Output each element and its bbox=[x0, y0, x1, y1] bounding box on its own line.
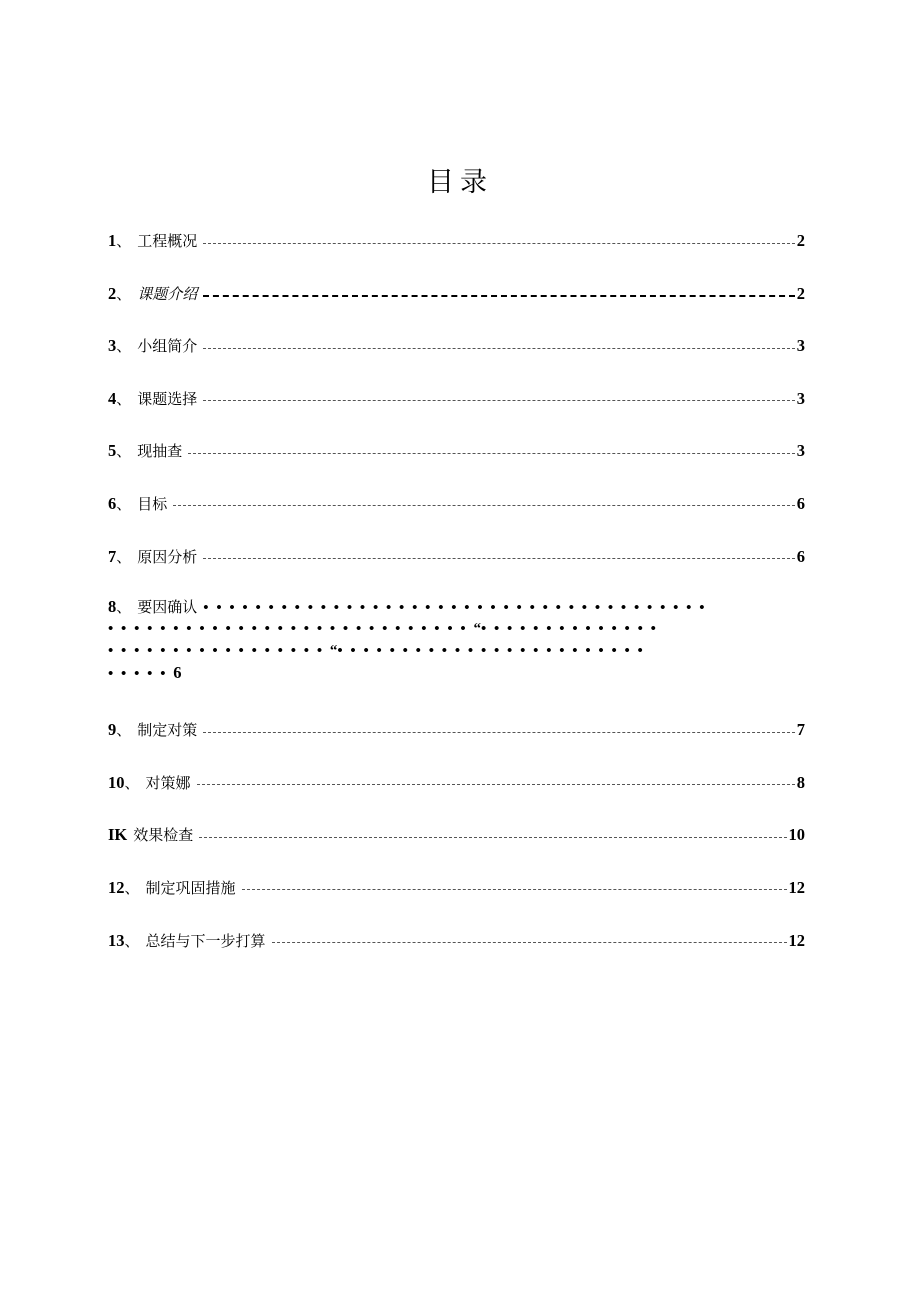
toc-entry-page: 10 bbox=[788, 825, 805, 845]
toc-entry-label: 要因确认 bbox=[137, 598, 198, 617]
toc-entry-number: 9 bbox=[108, 720, 117, 740]
toc-leader bbox=[203, 400, 794, 401]
toc-entry[interactable] bbox=[108, 717, 805, 743]
toc-entry-label: 现抽查 bbox=[137, 442, 183, 461]
toc-entry[interactable] bbox=[108, 596, 805, 692]
toc-entry-page: 2 bbox=[796, 231, 805, 250]
toc-leader bbox=[188, 453, 794, 454]
toc-entry[interactable] bbox=[108, 438, 805, 464]
toc-leader bbox=[173, 505, 794, 506]
toc-leader bbox=[199, 837, 786, 838]
toc-entry-separator: 、 bbox=[116, 337, 132, 356]
toc-entry-label: 小组简介 bbox=[137, 337, 198, 356]
toc-leader bbox=[203, 732, 794, 733]
toc-entry-page: 8 bbox=[796, 772, 805, 792]
toc-entry[interactable] bbox=[108, 770, 805, 796]
toc-entry-page: 12 bbox=[788, 930, 805, 950]
toc-entry-number: 5 bbox=[108, 441, 117, 461]
toc-entry-number: 4 bbox=[108, 388, 117, 408]
toc-entry-number: 2 bbox=[108, 283, 117, 303]
toc-leader: •••••••••••••• bbox=[480, 621, 664, 638]
toc-entry[interactable] bbox=[108, 928, 805, 954]
toc-entry-line bbox=[108, 618, 805, 640]
toc-entry-separator: 、 bbox=[116, 389, 132, 408]
toc-entry-separator: 、 bbox=[124, 878, 140, 897]
toc-leader: ••••••••••••••••••••••••••••••••••••••• bbox=[203, 600, 713, 617]
toc-leader: •••••••••••••••••••••••••••• bbox=[108, 621, 474, 638]
toc-leader bbox=[203, 348, 794, 349]
toc-leader bbox=[272, 942, 787, 943]
toc-entry-label: 对策娜 bbox=[145, 773, 191, 792]
toc-leader bbox=[242, 889, 787, 890]
toc-entry-separator: 、 bbox=[116, 442, 132, 461]
toc-entry-page: 6 bbox=[796, 493, 805, 513]
toc-entry-separator: 、 bbox=[124, 773, 140, 792]
toc-entry-separator: 、 bbox=[116, 721, 132, 740]
toc-entry-page: 3 bbox=[796, 441, 805, 461]
toc-entry-page: 3 bbox=[796, 388, 805, 408]
toc-entry-number: IK bbox=[108, 825, 128, 845]
toc-entry[interactable] bbox=[108, 822, 805, 848]
toc-entry-page: 6 bbox=[796, 546, 805, 566]
toc-entry-number: 3 bbox=[108, 336, 117, 356]
toc-leader: •••••••••••••••••••••••• bbox=[337, 643, 651, 660]
toc-entry-line bbox=[108, 640, 805, 662]
toc-entry-page: 3 bbox=[796, 336, 805, 356]
toc-entry[interactable] bbox=[108, 333, 805, 359]
toc-leader: ••••••••••••••••• bbox=[108, 643, 330, 660]
toc-entry[interactable] bbox=[108, 386, 805, 412]
toc-entry-number: 10 bbox=[108, 772, 125, 792]
toc-entry-separator: 、 bbox=[116, 598, 132, 617]
toc-entry[interactable] bbox=[108, 491, 805, 517]
toc-entry-page: 7 bbox=[796, 720, 805, 740]
toc-entry-line bbox=[108, 662, 805, 684]
toc-entry-page: 12 bbox=[788, 877, 805, 897]
toc-entry-label: 总结与下一步打算 bbox=[145, 931, 266, 950]
toc-entry-label: 目标 bbox=[137, 494, 168, 513]
toc-leader: ••••• bbox=[108, 666, 174, 683]
stray-quote-mark: “ bbox=[473, 621, 481, 638]
toc-entry-line bbox=[108, 596, 805, 618]
table-of-contents bbox=[108, 228, 805, 980]
toc-entry[interactable] bbox=[108, 228, 805, 254]
toc-entry-separator: 、 bbox=[116, 494, 132, 513]
stray-quote-mark: “ bbox=[329, 643, 338, 660]
toc-entry-separator: 、 bbox=[116, 284, 132, 303]
toc-leader bbox=[203, 295, 794, 297]
toc-entry-number: 1 bbox=[108, 231, 117, 250]
toc-entry-label: 课题介绍 bbox=[137, 284, 198, 303]
toc-entry-number: 13 bbox=[108, 930, 125, 950]
toc-leader bbox=[203, 243, 794, 244]
toc-entry-label: 制定巩固措施 bbox=[145, 878, 236, 897]
toc-entry-label: 效果检查 bbox=[133, 826, 194, 845]
toc-entry-page: 6 bbox=[173, 663, 182, 683]
toc-entry-label: 制定对策 bbox=[137, 721, 198, 740]
toc-entry-separator: 、 bbox=[116, 232, 132, 250]
toc-entry-label: 原因分析 bbox=[137, 547, 198, 566]
toc-entry-label: 工程概况 bbox=[137, 232, 198, 250]
toc-entry-separator: 、 bbox=[116, 547, 132, 566]
toc-entry-number: 8 bbox=[108, 597, 117, 617]
page-title: 目录 bbox=[427, 167, 493, 198]
toc-leader bbox=[203, 558, 794, 559]
toc-entry[interactable] bbox=[108, 875, 805, 901]
toc-entry-number: 7 bbox=[108, 546, 117, 566]
toc-entry-page: 2 bbox=[796, 283, 805, 303]
toc-leader bbox=[197, 784, 795, 785]
toc-entry-label: 课题选择 bbox=[137, 389, 198, 408]
toc-entry-number: 6 bbox=[108, 493, 117, 513]
toc-entry[interactable] bbox=[108, 281, 805, 307]
toc-entry-number: 12 bbox=[108, 877, 125, 897]
toc-entry[interactable] bbox=[108, 544, 805, 570]
toc-entry-separator: 、 bbox=[124, 931, 140, 950]
